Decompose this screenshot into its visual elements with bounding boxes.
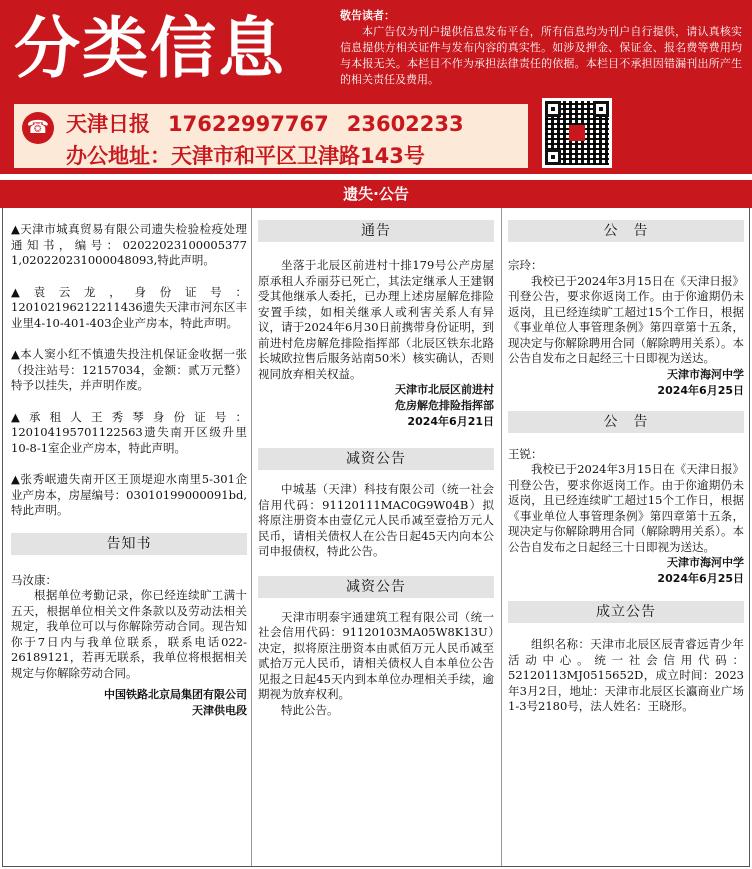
qr-finder-icon [545,149,561,165]
signature: 中国铁路北京局集团有限公司 [104,688,247,701]
qr-finder-icon [593,101,609,117]
signature: 天津市海河中学 [667,367,744,381]
date: 2024年6月25日 [657,572,744,585]
lost-notice-item: ▲承租人王秀琴身份证号：120104195701122563遗失南开区级升里10-8-1室企业产房本，特此声明。 [11,409,247,455]
notice-header: 告知书 [11,533,247,555]
notice-body: 我校已于2024年3月15日在《天津日报》刊登公告，要求你返岗工作。由于你逾期仍未返岗，且已经连续旷工超过15个工作日，根据《事业单位人事管理条例》第四章第十五条，现决定与你解除聘用合同（解除聘用关系）。本公告自发布之日起经三十日即视为送达。 [508,462,744,554]
phone-icon: ☎ [22,112,54,144]
notice-body: 天津市明泰宇通建筑工程有限公司（统一社会信用代码：91120103MA05W8K13U）决定，拟将原注册资本由贰佰万元人民币减至贰拾万元人民币，请相关债权人自本单位公告见报之日起45天内到本单位办理相关手续，逾期视为放弃权利。 [258,609,494,701]
lost-notice-item: ▲张秀岷遗失南开区王顶堤迎水南里5-301企业产房本，房屋编号：0301019900009​1bd,特此声明。 [11,472,247,517]
phone-number-1[interactable]: 17622997767 [168,112,329,136]
column-divider [501,208,502,866]
contact-phones [66,108,482,138]
signature: 危房解危排险指挥部 [395,399,494,412]
recipient-name: 王锐： [508,446,543,461]
notice-header: 减资公告 [258,576,494,598]
signature: 天津市海河中学 [667,556,744,569]
recipient-name: 马汝康： [11,572,57,587]
date: 2024年6月25日 [657,383,744,397]
notice-body: 坐落于北辰区前进村十排179号公产房屋原承租人乔丽芬已死亡，其法定继承人王建钢受其他继承人委托，已办理上述房屋解危排险安置手续，如相关继承人或利害关系人有异议，请于2024年6月30日前携带身份证明，到前进村危房解危排险指挥部（北辰区铁东北路长城欧拉售后服务站南50米）核实确认，否则视同放弃相关权益。 [258,258,494,381]
notice-body: 中城基（天津）科技有限公司（统一社会信用代码：91120111MAC0G9W04B）拟将原注册资本由壹亿元人民币减至壹拾万元人民币，请相关债权人在公告日起45天内向本公司申报债权，特此公告。 [258,482,494,558]
notice-body: 组织名称：天津市北辰区辰青睿远青少年活动中心。统一社会信用代码：52120113MJ0515652D，成立时间：2023年3月2日，地址：天津市北辰区长瀛商业广场1-3号2180号，法人姓名：王晓形。 [508,637,744,713]
date: 2024年6月21日 [407,415,494,428]
page-title: 分类信息 [14,10,286,87]
notice-text: 本广告仅为刊户提供信息发布平台，所有信息均为刊户自行提供，请认真核实信息提供方相关证件与发布内容的真实性。如涉及押金、保证金、报名费等费用均与本报无关。本栏目不作为承担法律责任的依据。本栏目不承担因错漏刊出所产生的相关责任及费用。 [340,25,742,86]
notice-title: 敬告读者： [340,9,395,22]
column-divider [251,208,252,866]
recipient-name: 宗玲： [508,258,543,272]
column-2 [258,208,494,718]
lost-notice-item: ▲袁云龙，身份证号：120102196212211436遗失天津市河东区丰业里4-10-401-403企业产房本，特此声明。 [11,284,247,330]
notice-header: 成立公告 [508,601,744,623]
notice-header: 公 告 [508,220,744,242]
contact-box [14,104,528,168]
content-frame [2,208,750,867]
signature: 天津市北辰区前进村 [395,383,494,396]
office-address: 办公地址：天津市和平区卫津路143号 [66,144,425,168]
notice-body: 我校已于2024年3月15日在《天津日报》刊登公告，要求你返岗工作。由于你逾期仍未返岗，且已经连续旷工超过15个工作日，根据《事业单位人事管理条例》第四章第十五条，现决定与你解除聘用合同（解除聘用关系）。本公告自发布之日起经三十日即视为送达。 [508,273,744,365]
notice-header: 通告 [258,220,494,242]
brand-name: 天津日报 [66,112,150,136]
column-3 [508,208,744,715]
notice-body: 根据单位考勤记录，你已经连续旷工满十五天，根据单位相关文件条款以及劳动法相关规定，我单位可以与你解除劳动合同。现告知你于7日内与我单位联系，联系电话022-26189121，若再无联系，我单位将根据相关规定与你解除劳动合同。 [11,588,247,680]
qr-logo-icon [569,125,585,141]
qr-code-icon[interactable] [542,98,612,168]
section-title: 遗失·公告 [0,180,752,208]
lost-notice-item: ▲天津市城真贸易有限公司遗失检验检疫处理通知书，编号：02022023100005377​1,02022023100004809​3,特此声明。 [11,222,247,267]
reader-notice [340,8,742,88]
header-banner [0,0,752,174]
closing-text: 特此公告。 [281,702,339,717]
phone-number-2[interactable]: 23602233 [346,112,464,136]
signature: 天津供电段 [192,704,247,717]
lost-notice-item: ▲本人窦小红不慎遗失投注机保证金收据一张（投注站号：12157034，金额：贰万元整）特予以挂失，并声明作废。 [11,347,247,392]
column-1 [11,208,247,719]
notice-header: 减资公告 [258,448,494,470]
qr-finder-icon [545,101,561,117]
notice-header: 公 告 [508,411,744,433]
